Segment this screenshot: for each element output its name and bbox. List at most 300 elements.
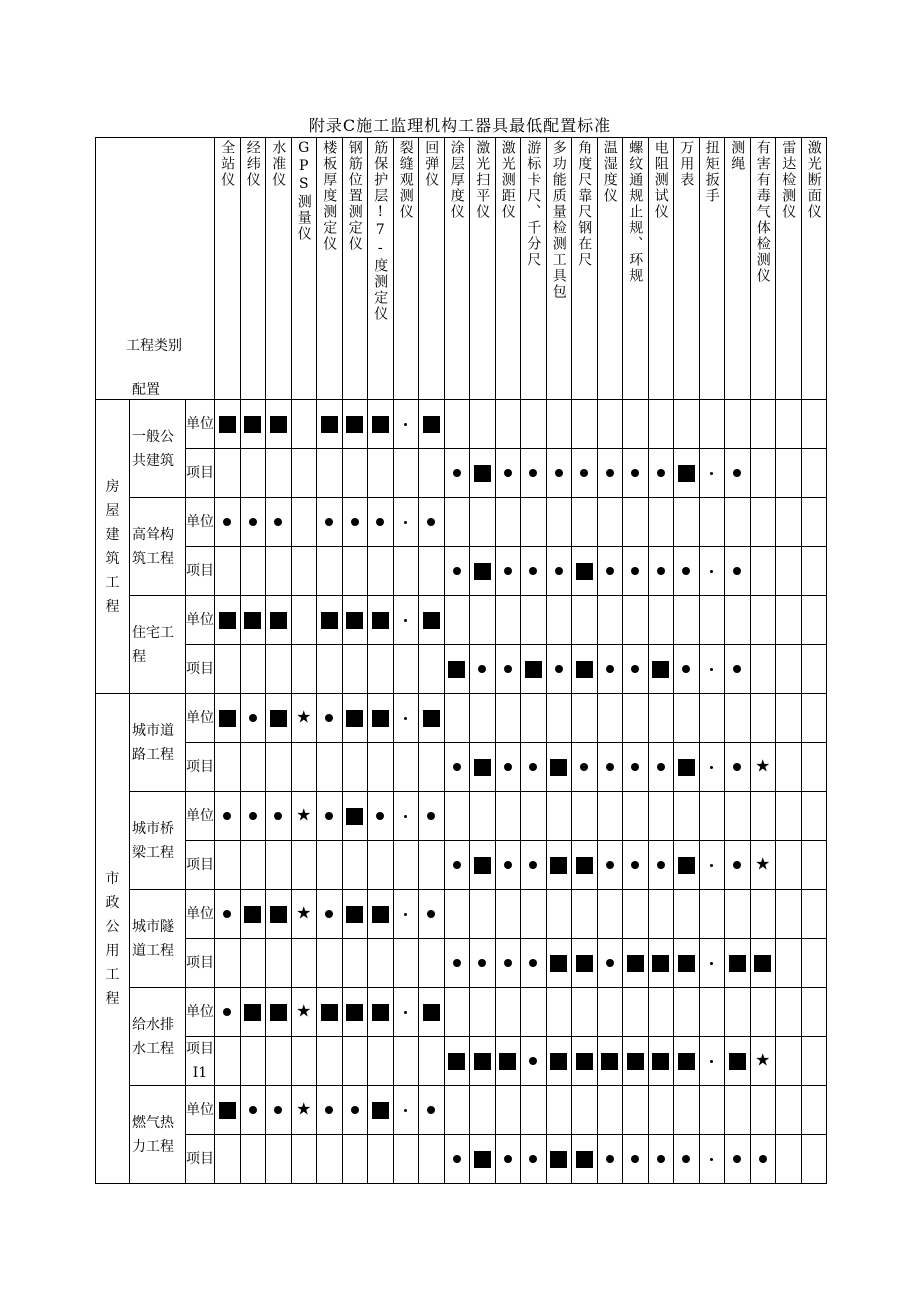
small-dot-mark bbox=[710, 1060, 713, 1063]
table-cell bbox=[699, 1086, 725, 1135]
table-cell bbox=[521, 694, 547, 743]
table-cell bbox=[342, 498, 368, 547]
table-row bbox=[96, 498, 827, 547]
table-cell bbox=[317, 1135, 343, 1184]
star-mark: ★ bbox=[296, 1099, 312, 1120]
dot-mark bbox=[376, 812, 384, 820]
table-cell bbox=[572, 596, 598, 645]
dot-mark bbox=[504, 665, 512, 673]
column-header bbox=[521, 138, 547, 400]
square-mark bbox=[372, 710, 389, 727]
square-mark bbox=[474, 1151, 491, 1168]
table-cell bbox=[623, 596, 649, 645]
table-cell bbox=[546, 1086, 572, 1135]
table-cell bbox=[368, 939, 394, 988]
table-cell bbox=[444, 841, 470, 890]
table-cell bbox=[597, 1135, 623, 1184]
column-header bbox=[546, 138, 572, 400]
square-mark bbox=[321, 612, 338, 629]
table-cell bbox=[419, 1086, 445, 1135]
unit-label: 项目 bbox=[186, 939, 215, 988]
square-mark bbox=[474, 1053, 491, 1070]
column-header bbox=[597, 138, 623, 400]
table-cell bbox=[393, 498, 419, 547]
table-cell bbox=[776, 596, 802, 645]
table-cell bbox=[266, 694, 292, 743]
table-cell bbox=[317, 596, 343, 645]
table-cell bbox=[444, 1086, 470, 1135]
unit-label: 项目 bbox=[186, 841, 215, 890]
table-cell bbox=[750, 1135, 776, 1184]
table-cell bbox=[546, 400, 572, 449]
table-cell bbox=[776, 890, 802, 939]
table-cell bbox=[648, 694, 674, 743]
table-cell bbox=[495, 939, 521, 988]
column-header-label: 钢筋位置测定仪 bbox=[346, 140, 363, 252]
table-cell bbox=[801, 1037, 827, 1086]
table-cell bbox=[444, 498, 470, 547]
dot-mark bbox=[504, 763, 512, 771]
table-cell bbox=[572, 694, 598, 743]
dot-mark bbox=[529, 1057, 537, 1065]
subcategory-label: 一般公共建筑 bbox=[130, 400, 186, 498]
dot-mark bbox=[657, 469, 665, 477]
table-cell bbox=[470, 449, 496, 498]
table-cell bbox=[597, 694, 623, 743]
column-header bbox=[419, 138, 445, 400]
dot-mark bbox=[274, 1106, 282, 1114]
table-cell bbox=[342, 1086, 368, 1135]
table-cell bbox=[572, 449, 598, 498]
table-cell bbox=[393, 1086, 419, 1135]
dot-mark bbox=[631, 763, 639, 771]
table-cell bbox=[750, 1086, 776, 1135]
square-mark bbox=[321, 1004, 338, 1021]
column-header bbox=[368, 138, 394, 400]
table-cell bbox=[521, 743, 547, 792]
table-cell bbox=[393, 400, 419, 449]
square-mark bbox=[474, 563, 491, 580]
table-cell bbox=[801, 988, 827, 1037]
table-cell bbox=[495, 694, 521, 743]
dot-mark bbox=[249, 518, 257, 526]
table-cell bbox=[776, 645, 802, 694]
table-cell bbox=[699, 400, 725, 449]
table-cell bbox=[342, 890, 368, 939]
small-dot-mark bbox=[404, 717, 407, 720]
table-cell bbox=[597, 1037, 623, 1086]
table-cell bbox=[240, 547, 266, 596]
dot-mark bbox=[478, 959, 486, 967]
table-cell bbox=[317, 792, 343, 841]
column-header bbox=[623, 138, 649, 400]
column-header bbox=[699, 138, 725, 400]
table-cell bbox=[597, 1086, 623, 1135]
column-header bbox=[648, 138, 674, 400]
dot-mark bbox=[427, 1106, 435, 1114]
table-cell bbox=[572, 1037, 598, 1086]
table-cell bbox=[674, 939, 700, 988]
group-label: 房屋建筑工程 bbox=[105, 478, 120, 615]
group-cell bbox=[96, 400, 130, 694]
dot-mark bbox=[733, 567, 741, 575]
square-mark bbox=[627, 955, 644, 972]
square-mark bbox=[372, 1102, 389, 1119]
table-cell bbox=[597, 596, 623, 645]
table-cell bbox=[674, 596, 700, 645]
table-cell bbox=[368, 890, 394, 939]
table-cell bbox=[368, 547, 394, 596]
table-cell bbox=[750, 988, 776, 1037]
dot-mark bbox=[325, 910, 333, 918]
table-cell bbox=[419, 400, 445, 449]
table-cell bbox=[725, 498, 751, 547]
table-cell bbox=[291, 694, 317, 743]
table-cell bbox=[801, 400, 827, 449]
table-cell bbox=[368, 743, 394, 792]
square-mark bbox=[219, 612, 236, 629]
table-cell bbox=[623, 1135, 649, 1184]
table-cell bbox=[648, 547, 674, 596]
column-header-label: 激光断面仪 bbox=[805, 140, 822, 220]
table-cell bbox=[521, 400, 547, 449]
table-cell bbox=[317, 988, 343, 1037]
square-mark bbox=[550, 857, 567, 874]
table-cell bbox=[699, 449, 725, 498]
table-cell bbox=[750, 841, 776, 890]
table-cell bbox=[623, 1086, 649, 1135]
square-mark bbox=[423, 1004, 440, 1021]
dot-mark bbox=[555, 567, 563, 575]
star-mark: ★ bbox=[296, 903, 312, 924]
dot-mark bbox=[249, 812, 257, 820]
square-mark bbox=[550, 1151, 567, 1168]
table-cell bbox=[368, 988, 394, 1037]
square-mark bbox=[372, 906, 389, 923]
table-cell bbox=[674, 498, 700, 547]
table-cell bbox=[725, 1086, 751, 1135]
table-cell bbox=[546, 1135, 572, 1184]
table-cell bbox=[240, 498, 266, 547]
table-cell bbox=[419, 939, 445, 988]
dot-mark bbox=[657, 763, 665, 771]
dot-mark bbox=[325, 812, 333, 820]
square-mark bbox=[652, 661, 669, 678]
table-cell bbox=[470, 743, 496, 792]
column-header-label: 回弹仪 bbox=[423, 140, 440, 188]
table-cell bbox=[215, 988, 241, 1037]
table-cell bbox=[240, 743, 266, 792]
table-cell bbox=[521, 449, 547, 498]
table-cell bbox=[801, 596, 827, 645]
table-cell bbox=[368, 1135, 394, 1184]
table-cell bbox=[521, 890, 547, 939]
table-cell bbox=[368, 449, 394, 498]
table-cell bbox=[215, 645, 241, 694]
dot-mark bbox=[351, 1106, 359, 1114]
table-cell bbox=[546, 645, 572, 694]
table-cell bbox=[521, 596, 547, 645]
table-cell bbox=[699, 694, 725, 743]
dot-mark bbox=[376, 518, 384, 526]
table-cell bbox=[495, 449, 521, 498]
dot-mark bbox=[223, 910, 231, 918]
dot-mark bbox=[657, 1155, 665, 1163]
square-mark bbox=[244, 1004, 261, 1021]
table-cell bbox=[699, 792, 725, 841]
unit-label: 单位 bbox=[186, 400, 215, 449]
table-cell bbox=[674, 645, 700, 694]
table-cell bbox=[495, 1086, 521, 1135]
dot-mark bbox=[606, 469, 614, 477]
table-cell bbox=[266, 596, 292, 645]
table-cell bbox=[776, 547, 802, 596]
column-header bbox=[495, 138, 521, 400]
dot-mark bbox=[453, 469, 461, 477]
subcategory-label: 城市桥梁工程 bbox=[130, 792, 186, 890]
subcategory-label: 高耸构筑工程 bbox=[130, 498, 186, 596]
table-cell bbox=[725, 988, 751, 1037]
table-cell bbox=[597, 841, 623, 890]
square-mark bbox=[244, 416, 261, 433]
table-cell bbox=[342, 400, 368, 449]
table-cell bbox=[317, 498, 343, 547]
table-row bbox=[96, 596, 827, 645]
table-cell bbox=[648, 1086, 674, 1135]
table-cell bbox=[342, 841, 368, 890]
dot-mark bbox=[606, 763, 614, 771]
table-cell bbox=[546, 1037, 572, 1086]
table-cell bbox=[546, 596, 572, 645]
table-cell bbox=[317, 449, 343, 498]
dot-mark bbox=[733, 665, 741, 673]
table-cell bbox=[750, 498, 776, 547]
dot-mark bbox=[529, 763, 537, 771]
dot-mark bbox=[504, 469, 512, 477]
corner-header bbox=[96, 138, 215, 400]
table-cell bbox=[597, 988, 623, 1037]
square-mark bbox=[219, 416, 236, 433]
table-cell bbox=[648, 792, 674, 841]
table-cell bbox=[342, 1037, 368, 1086]
star-mark: ★ bbox=[296, 1001, 312, 1022]
table-cell bbox=[368, 1086, 394, 1135]
square-mark bbox=[754, 955, 771, 972]
table-row bbox=[96, 1086, 827, 1135]
table-cell bbox=[240, 694, 266, 743]
table-cell bbox=[495, 988, 521, 1037]
table-row bbox=[96, 890, 827, 939]
table-cell bbox=[699, 988, 725, 1037]
table-cell bbox=[699, 743, 725, 792]
table-cell bbox=[419, 743, 445, 792]
small-dot-mark bbox=[710, 864, 713, 867]
column-header-label: 多功能质量检测工具包 bbox=[550, 140, 567, 300]
table-cell bbox=[623, 449, 649, 498]
column-header-label: 游标卡尺、千分尺 bbox=[525, 140, 542, 268]
table-cell bbox=[342, 449, 368, 498]
table-cell bbox=[623, 988, 649, 1037]
column-header bbox=[725, 138, 751, 400]
table-cell bbox=[444, 939, 470, 988]
table-cell bbox=[393, 743, 419, 792]
table-cell bbox=[521, 792, 547, 841]
table-cell bbox=[317, 645, 343, 694]
table-cell bbox=[597, 743, 623, 792]
table-cell bbox=[674, 890, 700, 939]
unit-label: 单位 bbox=[186, 596, 215, 645]
table-cell bbox=[776, 792, 802, 841]
table-cell bbox=[240, 1135, 266, 1184]
subcategory-label: 给水排水工程 bbox=[130, 988, 186, 1086]
table-cell bbox=[240, 1037, 266, 1086]
table-cell bbox=[623, 400, 649, 449]
table-cell bbox=[342, 694, 368, 743]
square-mark bbox=[372, 1004, 389, 1021]
table-cell bbox=[648, 1037, 674, 1086]
table-cell bbox=[291, 743, 317, 792]
table-cell bbox=[444, 792, 470, 841]
table-cell bbox=[623, 890, 649, 939]
column-header-label: 全站仪 bbox=[219, 140, 236, 188]
table-cell bbox=[291, 792, 317, 841]
table-cell bbox=[750, 939, 776, 988]
table-cell bbox=[266, 939, 292, 988]
table-cell bbox=[419, 498, 445, 547]
square-mark bbox=[550, 1053, 567, 1070]
table-cell bbox=[725, 743, 751, 792]
column-header-label: 测绳 bbox=[729, 140, 746, 172]
table-cell bbox=[699, 498, 725, 547]
dot-mark bbox=[325, 518, 333, 526]
square-mark bbox=[270, 1004, 287, 1021]
column-header bbox=[291, 138, 317, 400]
table-cell bbox=[597, 890, 623, 939]
document-title: 附录C施工监理机构工器具最低配置标准 bbox=[308, 116, 612, 135]
table-cell bbox=[215, 841, 241, 890]
table-cell bbox=[572, 547, 598, 596]
table-cell bbox=[776, 1037, 802, 1086]
dot-mark bbox=[427, 910, 435, 918]
table-cell bbox=[393, 547, 419, 596]
square-mark bbox=[499, 1053, 516, 1070]
table-cell bbox=[444, 694, 470, 743]
table-cell bbox=[725, 645, 751, 694]
table-cell bbox=[266, 792, 292, 841]
table-cell bbox=[725, 547, 751, 596]
table-cell bbox=[801, 792, 827, 841]
table-cell bbox=[291, 400, 317, 449]
unit-label: 项目 bbox=[186, 645, 215, 694]
table-cell bbox=[725, 449, 751, 498]
table-cell bbox=[291, 547, 317, 596]
table-cell bbox=[572, 988, 598, 1037]
dot-mark bbox=[478, 665, 486, 673]
column-header-label: 有害有毒气体检测仪 bbox=[754, 140, 771, 284]
dot-mark bbox=[759, 1155, 767, 1163]
dot-mark bbox=[529, 1155, 537, 1163]
table-cell bbox=[393, 596, 419, 645]
table-cell bbox=[495, 596, 521, 645]
table-cell bbox=[674, 1086, 700, 1135]
column-header bbox=[317, 138, 343, 400]
table-cell bbox=[266, 743, 292, 792]
table-cell bbox=[495, 645, 521, 694]
unit-label: 项目 bbox=[186, 1135, 215, 1184]
table-cell bbox=[597, 449, 623, 498]
table-cell bbox=[623, 645, 649, 694]
dot-mark bbox=[733, 469, 741, 477]
small-dot-mark bbox=[404, 423, 407, 426]
table-cell bbox=[572, 1135, 598, 1184]
table-cell bbox=[801, 1086, 827, 1135]
table-cell bbox=[444, 743, 470, 792]
table-cell bbox=[317, 890, 343, 939]
square-mark bbox=[550, 759, 567, 776]
dot-mark bbox=[453, 567, 461, 575]
square-mark bbox=[576, 661, 593, 678]
dot-mark bbox=[733, 1155, 741, 1163]
column-header-label: 扭矩扳手 bbox=[703, 140, 720, 204]
table-cell bbox=[342, 792, 368, 841]
table-cell bbox=[725, 939, 751, 988]
table-cell bbox=[317, 694, 343, 743]
table-cell bbox=[521, 1037, 547, 1086]
square-mark bbox=[346, 1004, 363, 1021]
square-mark bbox=[346, 906, 363, 923]
dot-mark bbox=[529, 469, 537, 477]
table-cell bbox=[266, 547, 292, 596]
table-cell bbox=[597, 498, 623, 547]
table-cell bbox=[521, 547, 547, 596]
table-cell bbox=[495, 890, 521, 939]
table-cell bbox=[572, 939, 598, 988]
dot-mark bbox=[453, 1155, 461, 1163]
dot-mark bbox=[427, 812, 435, 820]
star-mark: ★ bbox=[755, 854, 771, 875]
square-mark bbox=[652, 955, 669, 972]
table-cell bbox=[393, 792, 419, 841]
table-cell bbox=[648, 645, 674, 694]
unit-label: 单位 bbox=[186, 694, 215, 743]
dot-mark bbox=[657, 567, 665, 575]
unit-label: 项目 bbox=[186, 449, 215, 498]
table-cell bbox=[521, 988, 547, 1037]
square-mark bbox=[678, 465, 695, 482]
table-cell bbox=[623, 743, 649, 792]
table-cell bbox=[393, 939, 419, 988]
table-cell bbox=[215, 449, 241, 498]
column-header bbox=[266, 138, 292, 400]
dot-mark bbox=[453, 959, 461, 967]
table-cell bbox=[215, 792, 241, 841]
table-cell bbox=[444, 988, 470, 1037]
table-cell bbox=[291, 645, 317, 694]
table-cell bbox=[572, 498, 598, 547]
square-mark bbox=[576, 1053, 593, 1070]
table-row bbox=[96, 547, 827, 596]
column-header-label: 螺纹通规止规、环规 bbox=[627, 140, 644, 284]
table-cell bbox=[393, 890, 419, 939]
table-cell bbox=[648, 841, 674, 890]
unit-label: 项目 bbox=[186, 547, 215, 596]
unit-label: 单位 bbox=[186, 988, 215, 1037]
square-mark bbox=[219, 1102, 236, 1119]
table-cell bbox=[470, 498, 496, 547]
table-cell bbox=[266, 841, 292, 890]
table-cell bbox=[776, 1135, 802, 1184]
square-mark bbox=[219, 710, 236, 727]
